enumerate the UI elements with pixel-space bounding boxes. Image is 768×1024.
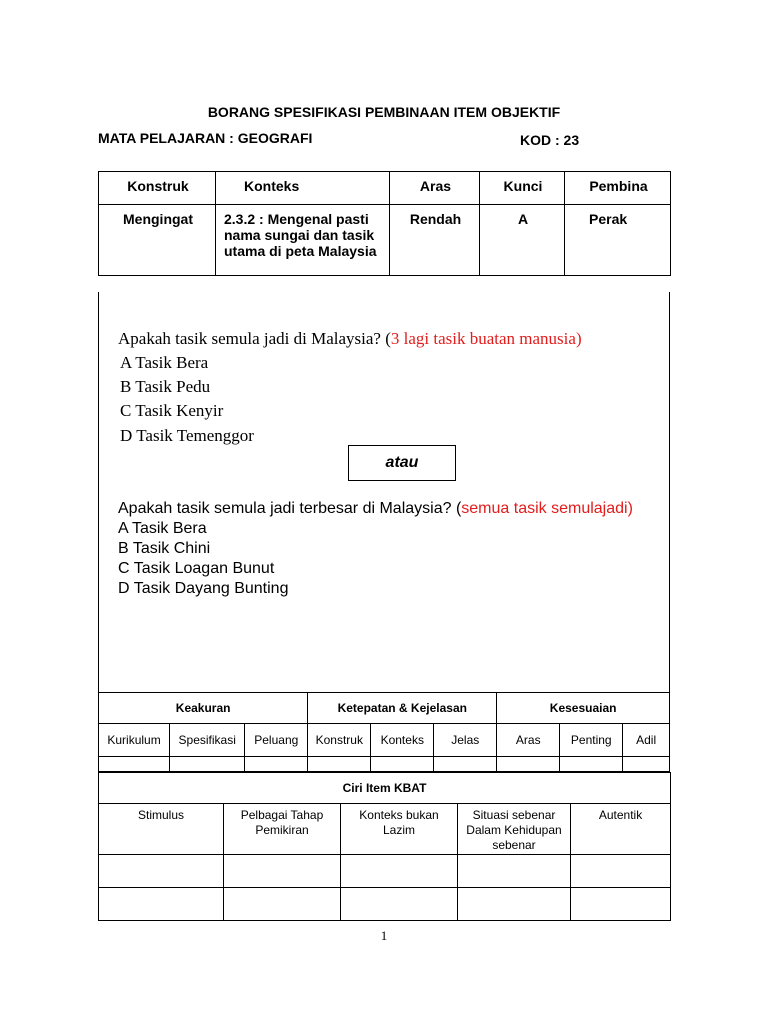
review-empty-row (99, 757, 670, 772)
question2-option-a: A Tasik Bera (118, 520, 207, 537)
review-cell[interactable] (560, 757, 623, 772)
col-konstruk: Konstruk (308, 724, 371, 757)
kbat-cell[interactable] (571, 888, 671, 921)
header-kunci: Kunci (480, 172, 565, 205)
header-pembina: Pembina (565, 172, 671, 205)
value-aras: Rendah (390, 205, 480, 276)
col-situasi-sebenar: Situasi sebenar Dalam Kehidupan sebenar (458, 804, 571, 855)
col-kurikulum: Kurikulum (99, 724, 170, 757)
question1-option-c: C Tasik Kenyir (120, 401, 224, 420)
kbat-cell[interactable] (571, 855, 671, 888)
review-column-row (99, 724, 670, 757)
kbat-title: Ciri Item KBAT (99, 773, 671, 804)
header-aras: Aras (390, 172, 480, 205)
question2 (118, 499, 633, 519)
spec-header-row (99, 172, 671, 205)
kbat-cell[interactable] (99, 888, 224, 921)
question2-note: semua tasik semulajadi) (461, 500, 633, 517)
question2-option-c: C Tasik Loagan Bunut (118, 560, 275, 577)
col-penting: Penting (560, 724, 623, 757)
kbat-empty-row (99, 888, 671, 921)
col-stimulus: Stimulus (99, 804, 224, 855)
code-label: KOD : 23 (520, 132, 580, 148)
col-adil: Adil (623, 724, 670, 757)
kbat-cell[interactable] (224, 855, 341, 888)
col-jelas: Jelas (434, 724, 497, 757)
separator-box: atau (348, 445, 456, 481)
form-title: BORANG SPESIFIKASI PEMBINAAN ITEM OBJEKTIF (207, 104, 561, 120)
question1-option-d: D Tasik Temenggor (120, 426, 254, 445)
kbat-cell[interactable] (224, 888, 341, 921)
col-peluang: Peluang (245, 724, 308, 757)
col-pelbagai-tahap: Pelbagai Tahap Pemikiran (224, 804, 341, 855)
kbat-table (98, 772, 671, 921)
kbat-cell[interactable] (458, 888, 571, 921)
kbat-title-row (99, 773, 671, 804)
header-konstruk: Konstruk (99, 172, 216, 205)
review-cell[interactable] (434, 757, 497, 772)
kbat-empty-row (99, 855, 671, 888)
page-number: 1 (380, 928, 388, 943)
value-konteks: 2.3.2 : Mengenal pasti nama sungai dan tasik utama di peta Malaysia (216, 205, 390, 276)
spec-table (98, 171, 671, 276)
review-cell[interactable] (245, 757, 308, 772)
question1-option-b: B Tasik Pedu (120, 377, 211, 396)
col-spesifikasi: Spesifikasi (170, 724, 245, 757)
review-cell[interactable] (371, 757, 434, 772)
group-ketepatan: Ketepatan & Kejelasan (308, 693, 497, 724)
review-cell[interactable] (170, 757, 245, 772)
kbat-cell[interactable] (341, 888, 458, 921)
spec-value-row (99, 205, 671, 276)
review-cell[interactable] (99, 757, 170, 772)
col-konteks-bukan-lazim: Konteks bukan Lazim (341, 804, 458, 855)
subject-label: MATA PELAJARAN : GEOGRAFI (98, 130, 313, 146)
question1-note: 3 lagi tasik buatan manusia) (390, 329, 582, 348)
group-kesesuaian: Kesesuaian (497, 693, 670, 724)
review-group-row (99, 693, 670, 724)
question1-option-a: A Tasik Bera (120, 353, 209, 372)
review-cell[interactable] (623, 757, 670, 772)
kbat-cell[interactable] (458, 855, 571, 888)
question2-option-b: B Tasik Chini (118, 540, 211, 557)
col-aras: Aras (497, 724, 560, 757)
kbat-column-row (99, 804, 671, 855)
value-kunci: A (480, 205, 565, 276)
col-autentik: Autentik (571, 804, 671, 855)
col-konteks: Konteks (371, 724, 434, 757)
group-keakuran: Keakuran (99, 693, 308, 724)
question1 (118, 327, 582, 351)
header-konteks: Konteks (216, 172, 390, 205)
value-konstruk: Mengingat (99, 205, 216, 276)
review-cell[interactable] (308, 757, 371, 772)
kbat-cell[interactable] (99, 855, 224, 888)
kbat-cell[interactable] (341, 855, 458, 888)
question1-text: Apakah tasik semula jadi di Malaysia? ( (118, 329, 391, 348)
question2-option-d: D Tasik Dayang Bunting (118, 580, 289, 597)
question2-text: Apakah tasik semula jadi terbesar di Malaysia? ( (118, 500, 462, 517)
review-cell[interactable] (497, 757, 560, 772)
review-table (98, 692, 670, 772)
value-pembina: Perak (565, 205, 671, 276)
